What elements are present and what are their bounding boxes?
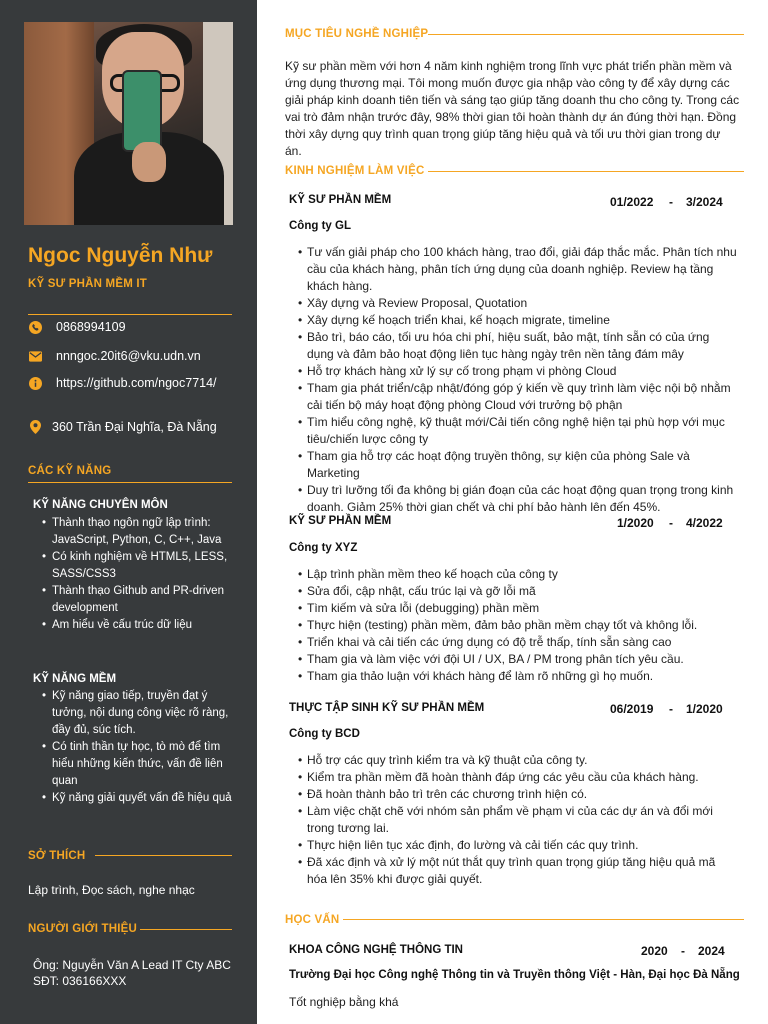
company-name: Công ty GL: [289, 220, 351, 232]
list-item: • Tư vấn giải pháp cho 100 khách hàng, trao đổi, giải đáp thắc mắc. Phân tích nhu cầu của khách hàng, phân tích ứng dụng của doanh nghiệp. Review hạ tầng khách hàng.: [298, 244, 738, 295]
divider: [343, 919, 744, 920]
soft-skills-list: [42, 688, 238, 807]
company-name: Công ty XYZ: [289, 542, 358, 554]
list-item: • Hỗ trợ khách hàng xử lý sự cố trong phạm vi phòng Cloud: [298, 363, 738, 380]
job-date-separator: -: [669, 516, 673, 530]
job-date-separator: -: [669, 195, 673, 209]
list-item: • Thành thạo ngôn ngữ lập trình: JavaScript, Python, C, C++, Java: [42, 515, 238, 549]
list-item: • Có tinh thần tự học, tò mò để tìm hiểu những kiến thức, vấn đề liên quan: [42, 739, 238, 790]
address-text: 360 Trần Đại Nghĩa, Đà Nẵng: [52, 420, 217, 434]
education-date-separator: -: [681, 944, 685, 958]
list-item: • Tham gia và làm việc với đội UI / UX, BA / PM trong phân tích yêu cầu.: [298, 651, 738, 668]
list-item: • Tìm kiếm và sửa lỗi (debugging) phần mềm: [298, 600, 738, 617]
education-end-year: 2024: [698, 944, 725, 958]
company-name: Công ty BCD: [289, 728, 360, 740]
faculty-name: KHOA CÔNG NGHỆ THÔNG TIN: [289, 944, 463, 956]
list-item: • Kỹ năng giải quyết vấn đề hiệu quả: [42, 790, 238, 807]
objective-heading: MỤC TIÊU NGHỀ NGHIỆP: [285, 28, 429, 40]
list-item: • Thành thạo Github and PR-driven development: [42, 583, 238, 617]
github-text: https://github.com/ngoc7714/: [56, 376, 217, 390]
education-start-year: 2020: [641, 944, 668, 958]
list-item: • Thực hiện (testing) phần mềm, đảm bảo phần mềm chạy tốt và không lỗi.: [298, 617, 738, 634]
profile-name: Ngoc Nguyễn Như: [28, 244, 213, 267]
job-end-date: 4/2022: [686, 516, 723, 530]
contact-github[interactable]: [28, 375, 238, 392]
profile-photo: [24, 22, 233, 225]
job-end-date: 1/2020: [686, 702, 723, 716]
contact-phone[interactable]: [28, 319, 238, 336]
technical-skills-heading: KỸ NĂNG CHUYÊN MÔN: [33, 499, 168, 511]
job-title: THỰC TẬP SINH KỸ SƯ PHẦN MỀM: [289, 702, 485, 714]
referee-heading: NGƯỜI GIỚI THIỆU: [28, 923, 138, 935]
contact-address: [28, 419, 238, 436]
list-item: • Duy trì lưỡng tối đa không bị gián đoạn của các hoạt động quan trọng trong kinh doanh. Giảm 25% thời gian chết và chi phí bảo hành lên đến 45%.: [298, 482, 738, 516]
experience-heading: KINH NGHIỆM LÀM VIỆC: [285, 165, 425, 177]
divider: [428, 171, 744, 172]
list-item: • Xây dựng và Review Proposal, Quotation: [298, 295, 738, 312]
list-item: • Có kinh nghiệm về HTML5, LESS, SASS/CSS3: [42, 549, 238, 583]
job-duties-list: [298, 566, 738, 685]
phone-icon: [28, 320, 42, 334]
job-date-separator: -: [669, 702, 673, 716]
email-text: nnngoc.20it6@vku.udn.vn: [56, 349, 201, 363]
job-start-date: 06/2019: [610, 702, 654, 716]
school-name: Trường Đại học Công nghệ Thông tin và Truyền thông Việt - Hàn, Đại học Đà Nẵng: [289, 969, 740, 981]
list-item: • Làm việc chặt chẽ với nhóm sản phẩm về phạm vi của các dự án và đổi mới trong tương lai.: [298, 803, 738, 837]
education-heading: HỌC VẤN: [285, 914, 340, 926]
soft-skills-heading: KỸ NĂNG MỀM: [33, 673, 117, 685]
info-icon: [28, 376, 42, 390]
hobbies-text: Lập trình, Đọc sách, nghe nhạc: [28, 883, 195, 897]
list-item: • Đã xác định và xử lý một nút thắt quy trình quan trọng giúp tăng hiệu quả mã hóa lên 35% khi được giải quyết.: [298, 854, 738, 888]
list-item: • Bảo trì, báo cáo, tối ưu hóa chi phí, hiệu suất, bảo mật, tính sẵn có của ứng dụng và đảm bảo hoạt động liên tục hàng ngày trên nền tảng đám mây: [298, 329, 738, 363]
list-item: • Tham gia thảo luận với khách hàng để làm rõ những gì họ muốn.: [298, 668, 738, 685]
education-result: Tốt nghiệp bằng khá: [289, 995, 399, 1009]
list-item: • Thực hiện liên tục xác định, đo lường và cải tiến các quy trình.: [298, 837, 738, 854]
phone-text: 0868994109: [56, 320, 126, 334]
profile-title: KỸ SƯ PHẦN MỀM IT: [28, 278, 148, 290]
job-title: KỸ SƯ PHẦN MỀM: [289, 194, 392, 206]
list-item: • Đã hoàn thành bảo trì trên các chương trình hiện có.: [298, 786, 738, 803]
divider: [95, 855, 232, 856]
skills-heading: CÁC KỸ NĂNG: [28, 465, 112, 477]
sidebar: [0, 0, 257, 1024]
objective-text: Kỹ sư phần mềm với hơn 4 năm kinh nghiệm trong lĩnh vực phát triển phần mềm và ứng dụng thương mại. Tôi mong muốn được gia nhập vào công ty để xây dựng các giải pháp kinh doanh tiên tiến và sáng tạo giúp tăng doanh thu cho công ty. Trong các vai trò đảm nhận trước đây, 98% thời gian tôi hoàn thành dự án đúng thời hạn. Đồng thời xây dựng quy trình quan trọng giúp tăng hiệu quả và tối ưu thời gian trong dự án.: [285, 59, 740, 158]
job-duties-list: [298, 244, 738, 516]
list-item: • Kỹ năng giao tiếp, truyền đạt ý tưởng, nội dung công việc rõ ràng, đầy đủ, súc tích.: [42, 688, 238, 739]
list-item: • Am hiểu về cấu trúc dữ liệu: [42, 617, 238, 634]
technical-skills-list: [42, 515, 238, 634]
list-item: • Kiểm tra phần mềm đã hoàn thành đáp ứng các yêu cầu của khách hàng.: [298, 769, 738, 786]
email-icon: [28, 349, 42, 363]
list-item: • Tham gia hỗ trợ các hoạt động truyền thông, sự kiện của phòng Sale và Marketing: [298, 448, 738, 482]
referee-line2: SĐT: 036166XXX: [33, 974, 127, 988]
divider: [28, 482, 232, 483]
list-item: • Xây dựng kế hoạch triển khai, kế hoạch migrate, timeline: [298, 312, 738, 329]
job-end-date: 3/2024: [686, 195, 723, 209]
list-item: • Lập trình phần mềm theo kế hoạch của công ty: [298, 566, 738, 583]
divider: [140, 929, 232, 930]
list-item: • Triển khai và cải tiến các ứng dụng có độ trễ thấp, tính sẵn sàng cao: [298, 634, 738, 651]
location-icon: [28, 420, 42, 434]
list-item: • Tìm hiểu công nghệ, kỹ thuật mới/Cải tiến công nghệ hiện tại phù hợp với mục tiêu/chiến lược công ty: [298, 414, 738, 448]
job-start-date: 01/2022: [610, 195, 654, 209]
referee-line1: Ông: Nguyễn Văn A Lead IT Cty ABC: [33, 958, 231, 972]
hobbies-heading: SỞ THÍCH: [28, 850, 86, 862]
contact-email[interactable]: [28, 348, 238, 365]
job-title: KỸ SƯ PHẦN MỀM: [289, 515, 392, 527]
divider: [28, 314, 232, 315]
job-duties-list: [298, 752, 738, 888]
list-item: • Hỗ trợ các quy trình kiểm tra và kỹ thuật của công ty.: [298, 752, 738, 769]
list-item: • Tham gia phát triển/cập nhật/đóng góp ý kiến về quy trình làm việc nội bộ nhằm cải tiến bộ máy hoạt động phòng Cloud với trưởng bộ phận: [298, 380, 738, 414]
list-item: • Sửa đổi, cập nhật, cấu trúc lại và gỡ lỗi mã: [298, 583, 738, 600]
job-start-date: 1/2020: [617, 516, 654, 530]
divider: [428, 34, 744, 35]
